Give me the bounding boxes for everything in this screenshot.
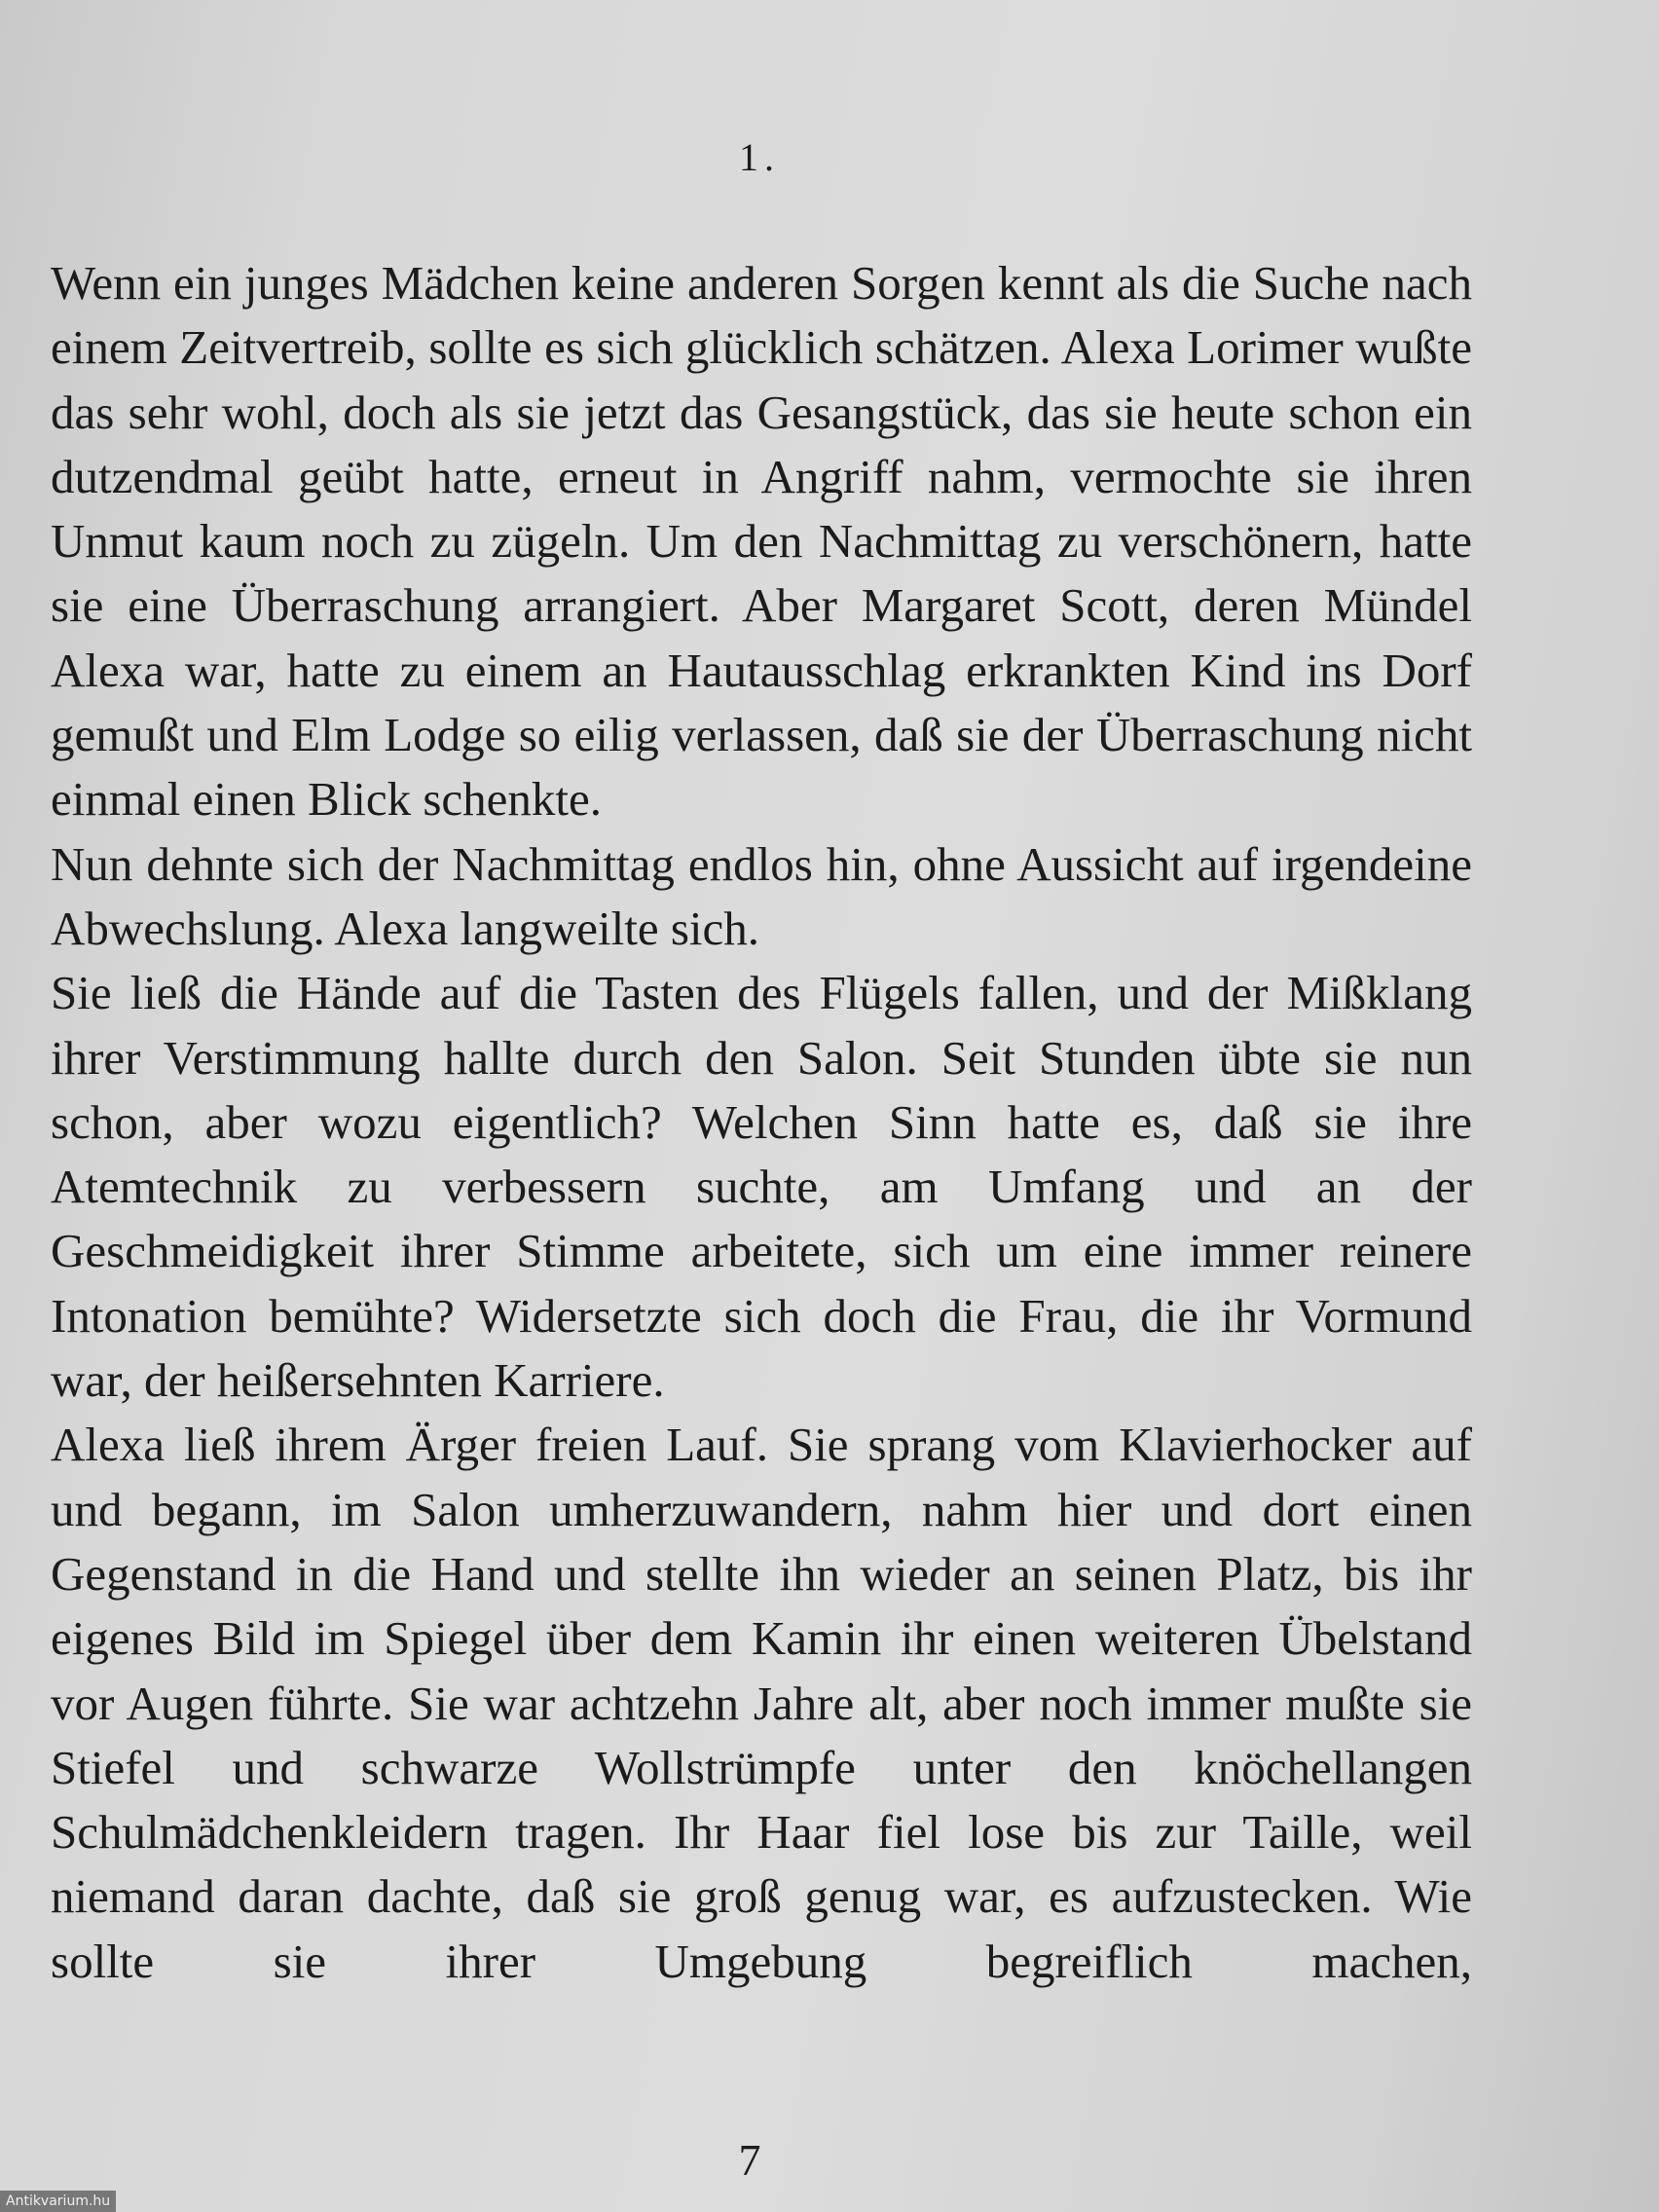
chapter-body [51, 251, 1472, 1994]
paragraph: Alexa ließ ihrem Ärger freien Lauf. Sie sprang vom Klavierhocker auf und begann, im Salon umherzuwandern, nahm hier und dort einen Gegenstand in die Hand und stellte ihn wieder an seinen Platz, bis ihr eigenes Bild im Spiegel über dem Kamin ihr einen weiteren Übelstand vor Augen führte. Sie war achtzehn Jahre alt, aber noch immer mußte sie Stiefel und schwarze Wollstrümpfe unter den knöchellangen Schulmädchenkleidern tragen. Ihr Haar fiel lose bis zur Taille, weil niemand daran dachte, daß sie groß genug war, es aufzustecken. Wie sollte sie ihrer Umgebung begreiflich machen, [51, 1418, 1472, 1988]
paragraph: Wenn ein junges Mädchen keine anderen Sorgen kennt als die Suche nach einem Zeitvertreib, sollte es sich glücklich schätzen. Alexa Lorimer wußte das sehr wohl, doch als sie jetzt das Gesangstück, das sie heute schon ein dutzendmal geübt hatte, erneut in Angriff nahm, vermochte sie ihren Unmut kaum noch zu zügeln. Um den Nachmittag zu verschönern, hatte sie eine Überraschung arrangiert. Aber Margaret Scott, deren Mündel Alexa war, hatte zu einem an Hautausschlag erkrankten Kind ins Dorf gemußt und Elm Lodge so eilig verlassen, daß sie der Überraschung nicht einmal einen Blick schenkte. [51, 256, 1472, 827]
chapter-number: 1. [739, 135, 780, 179]
watermark: Antikvarium.hu [0, 2191, 116, 2212]
page-number: 7 [738, 2135, 761, 2185]
paragraph: Nun dehnte sich der Nachmittag endlos hin, ohne Aussicht auf irgendeine Abwechslung. Alexa langweilte sich. [51, 836, 1472, 955]
paragraph: Sie ließ die Hände auf die Tasten des Flügels fallen, und der Mißklang ihrer Verstimmung hallte durch den Salon. Seit Stunden übte sie nun schon, aber wozu eigentlich? Welchen Sinn hatte es, daß sie ihre Atemtechnik zu verbessern suchte, am Umfang und an der Geschmeidigkeit ihrer Stimme arbeitete, sich um eine immer reinere Intonation bemühte? Widersetzte sich doch die Frau, die ihr Vormund war, der heißersehnten Karriere. [51, 966, 1472, 1408]
